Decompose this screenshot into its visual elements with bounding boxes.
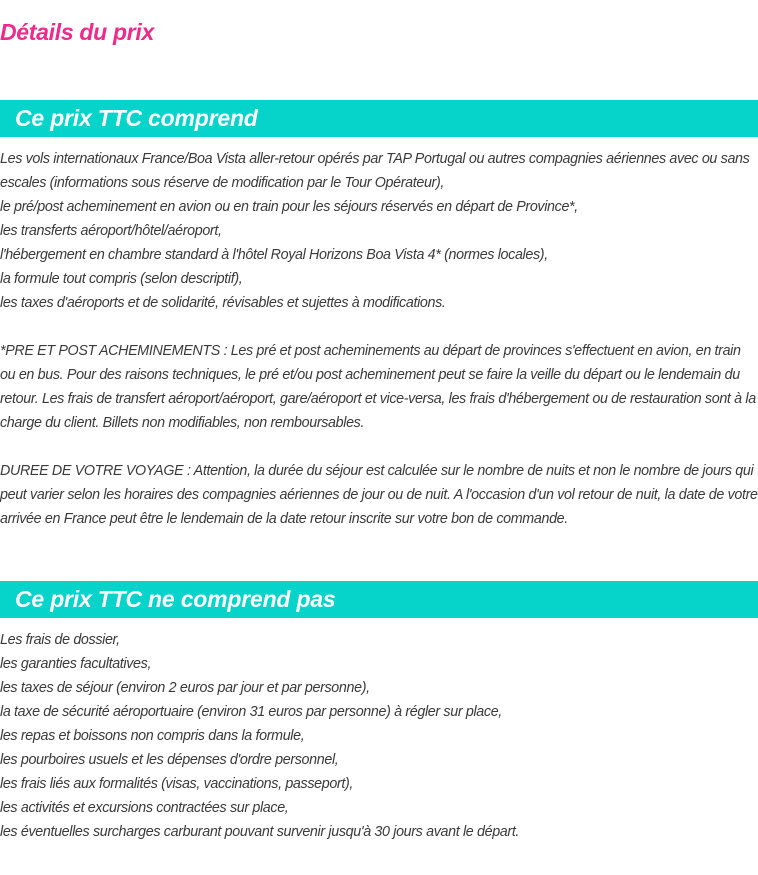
page-title: Détails du prix	[0, 19, 154, 45]
pre-post-transfer-note	[0, 339, 758, 435]
pre-post-transfer-text: *PRE ET POST ACHEMINEMENTS : Les pré et post acheminements au départ de provinces s'effectuent en avion, en train ou en bus. Pour des raisons techniques, le pré et/ou post acheminement peut se faire la veille du départ ou le lendemain du retour. Les frais de transfert aéroport/aéroport, gare/aéroport et vice-versa, les frais d'hébergement ou de restauration sont à la charge du client. Billets non modifiables, non remboursables.	[0, 343, 756, 431]
excluded-item: les garanties facultatives,	[0, 656, 152, 672]
excluded-item: les activités et excursions contractées sur place,	[0, 800, 289, 816]
included-item: la formule tout compris (selon descriptif),	[0, 271, 243, 287]
trip-duration-note	[0, 459, 758, 531]
excluded-item: les éventuelles surcharges carburant pouvant survenir jusqu'à 30 jours avant le départ.	[0, 824, 520, 840]
included-item: les taxes d'aéroports et de solidarité, révisables et sujettes à modifications.	[0, 295, 446, 311]
included-item: l'hébergement en chambre standard à l'hôtel Royal Horizons Boa Vista 4* (normes locales),	[0, 247, 548, 263]
excluded-item: les pourboires usuels et les dépenses d'ordre personnel,	[0, 752, 339, 768]
excluded-section-header	[0, 581, 758, 618]
excluded-item: les taxes de séjour (environ 2 euros par jour et par personne),	[0, 680, 370, 696]
trip-duration-text: DUREE DE VOTRE VOYAGE : Attention, la durée du séjour est calculée sur le nombre de nuits et non le nombre de jours qui peut varier selon les horaires des compagnies aériennes de jour ou de nuit. A l'occasion d'un vol retour de nuit, la date de votre arrivée en France peut être le lendemain de la date retour inscrite sur votre bon de commande.	[0, 463, 758, 527]
excluded-item: la taxe de sécurité aéroportuaire (environ 31 euros par personne) à régler sur place,	[0, 704, 502, 720]
included-heading: Ce prix TTC comprend	[15, 105, 258, 131]
excluded-item: les frais liés aux formalités (visas, vaccinations, passeport),	[0, 776, 353, 792]
included-list	[0, 147, 758, 315]
included-section-header	[0, 100, 758, 137]
excluded-item: Les frais de dossier,	[0, 632, 120, 648]
included-item: les transferts aéroport/hôtel/aéroport,	[0, 223, 222, 239]
included-item: le pré/post acheminement en avion ou en train pour les séjours réservés en départ de Province*,	[0, 199, 578, 215]
included-item: Les vols internationaux France/Boa Vista aller-retour opérés par TAP Portugal ou autres compagnies aériennes avec ou sans escales (informations sous réserve de modification par le Tour Opérateur),	[0, 151, 750, 191]
excluded-list	[0, 628, 758, 844]
excluded-heading: Ce prix TTC ne comprend pas	[15, 586, 336, 612]
excluded-item: les repas et boissons non compris dans la formule,	[0, 728, 305, 744]
